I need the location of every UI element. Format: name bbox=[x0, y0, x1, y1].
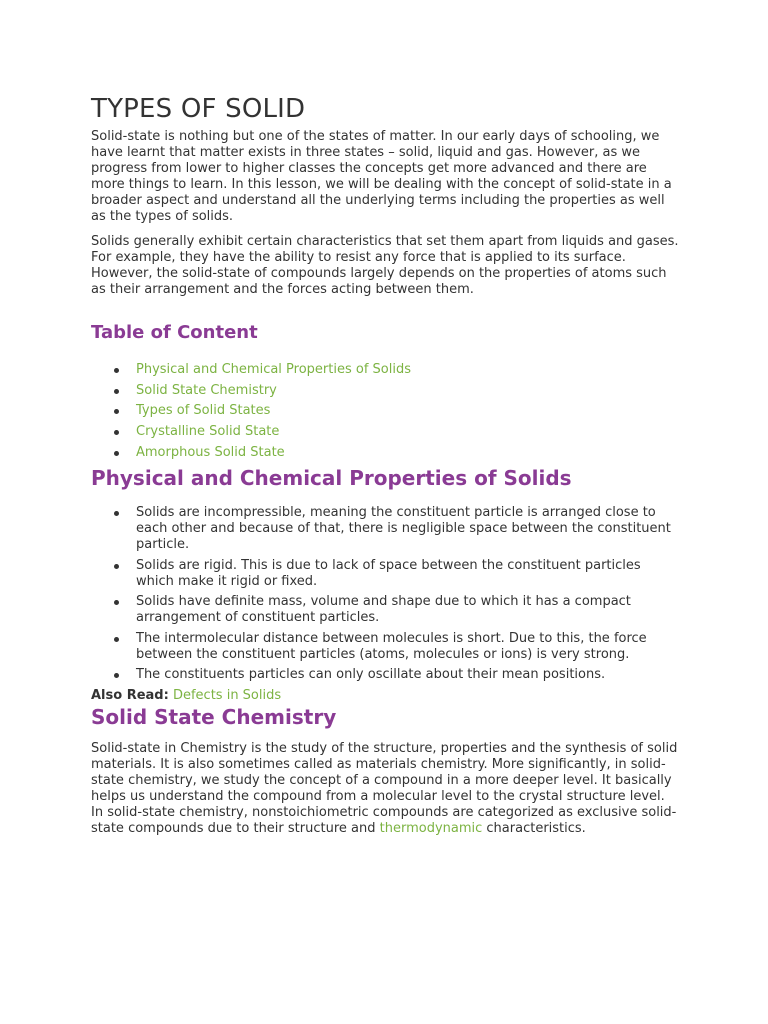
toc-item bbox=[91, 383, 681, 399]
list-item: The constituents particles can only oscillate about their mean positions. bbox=[91, 667, 681, 683]
toc-link-solid-state-chemistry[interactable]: Solid State Chemistry bbox=[136, 382, 277, 398]
thermodynamic-link[interactable]: thermodynamic bbox=[379, 820, 483, 836]
also-read bbox=[91, 688, 681, 704]
toc-link-types-of-solid-states[interactable]: Types of Solid States bbox=[136, 403, 271, 419]
properties-heading: Physical and Chemical Properties of Solids bbox=[91, 466, 572, 491]
chemistry-text-1: Solid-state in Chemistry is the study of the structure, properties and the synthesis of solid materials. It is also sometimes called as materials chemistry. More significantly, in solid-state chemistry, we study the concept of a compound in a more deeper level. It basically helps us understand the compound from a molecular level to the crystal structure level. bbox=[91, 740, 678, 804]
toc-heading: Table of Content bbox=[91, 322, 258, 343]
toc-list bbox=[91, 362, 681, 461]
list-item: Solids are rigid. This is due to lack of space between the constituent particles which make it rigid or fixed. bbox=[91, 558, 681, 590]
toc-item bbox=[91, 362, 681, 378]
toc-item bbox=[91, 403, 681, 419]
list-item: Solids are incompressible, meaning the constituent particle is arranged close to each other and because of that, there is negligible space between the constituent particle. bbox=[91, 505, 681, 553]
intro-paragraph-1: Solid-state is nothing but one of the states of matter. In our early days of schooling, we have learnt that matter exists in three states – solid, liquid and gas. However, as we progress from lower to higher classes the concepts get more advanced and there are more things to learn. In this lesson, we will be dealing with the concept of solid-state in a broader aspect and understand all the underlying terms including the properties as well as the types of solids. bbox=[91, 129, 672, 224]
also-read-link[interactable]: Defects in Solids bbox=[172, 687, 282, 703]
chemistry-text-3: characteristics. bbox=[482, 820, 586, 836]
also-read-label: Also Read: bbox=[91, 687, 169, 703]
chemistry-paragraph bbox=[91, 741, 681, 837]
article-content bbox=[91, 93, 681, 837]
intro-paragraph-2: Solids generally exhibit certain characteristics that set them apart from liquids and gases. For example, they have the ability to resist any force that is applied to its surface. However, the solid-state of compounds largely depends on the properties of atoms such as their arrangement and the forces acting between them. bbox=[91, 234, 679, 297]
toc-link-crystalline-solid-state[interactable]: Crystalline Solid State bbox=[136, 424, 280, 440]
toc-link-amorphous-solid-state[interactable]: Amorphous Solid State bbox=[136, 444, 285, 460]
toc-link-physical-chemical-properties[interactable]: Physical and Chemical Properties of Solids bbox=[136, 362, 411, 377]
list-item: The intermolecular distance between molecules is short. Due to this, the force between the constituent particles (atoms, molecules or ions) is very strong. bbox=[91, 631, 681, 663]
toc-item bbox=[91, 424, 681, 440]
page-title: TYPES OF SOLID bbox=[91, 94, 306, 124]
toc-item bbox=[91, 445, 681, 461]
chemistry-heading: Solid State Chemistry bbox=[91, 704, 337, 729]
properties-list bbox=[91, 505, 681, 683]
list-item: Solids have definite mass, volume and shape due to which it has a compact arrangement of constituent particles. bbox=[91, 594, 681, 626]
chemistry-text-2: In solid-state chemistry, nonstoichiometric compounds are categorized as exclusive solid-state compounds due to their structure and bbox=[91, 804, 677, 836]
